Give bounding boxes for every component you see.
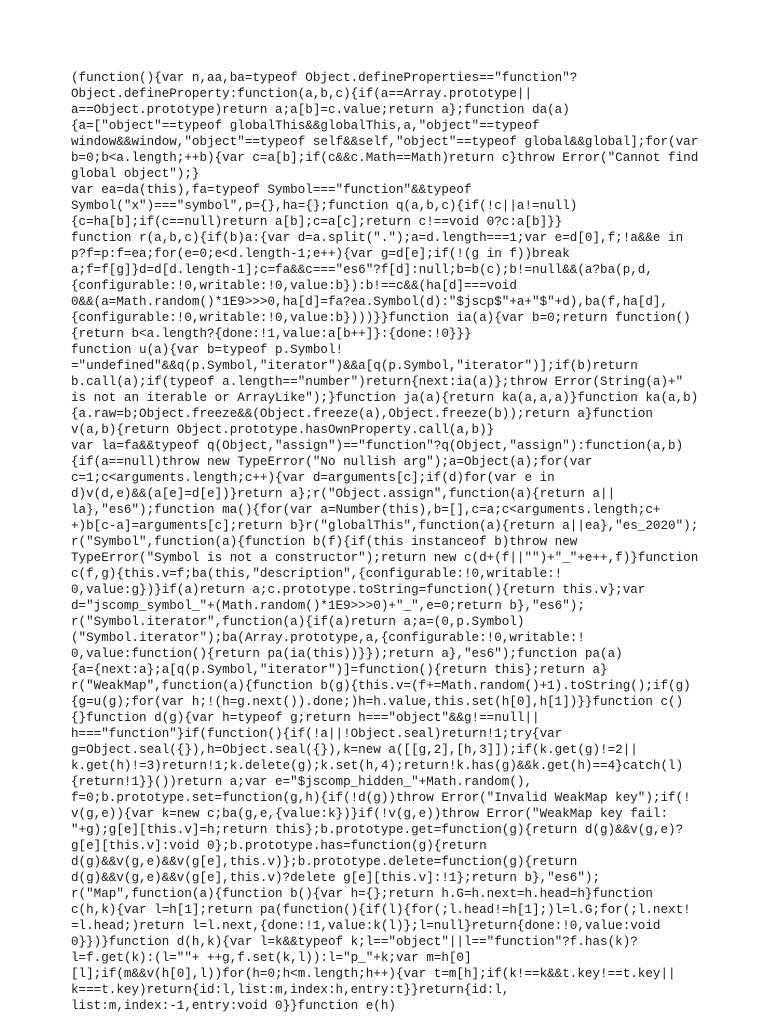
code-line: {a=["object"==typeof globalThis&&globalThis,a,"object"==typeof [71,119,540,133]
code-line: v(g,e)){var k=new c;ba(g,e,{value:k})}if(!v(g,e))throw Error("WeakMap key fail: [71,807,669,821]
code-line: TypeError("Symbol is not a constructor");return new c(d+(f||"")+"_"+e++,f)}function [71,551,699,565]
code-line: function u(a){var b=typeof p.Symbol! [71,343,344,357]
code-line: {configurable:!0,writable:!0,value:b}):b!==c&&(ha[d]===void [71,279,517,293]
code-line: Object.defineProperty:function(a,b,c){if(a==Array.prototype|| [71,87,533,101]
code-line: c(h,k){var l=h[1];return pa(function(){if(l){for(;l.head!=h[1];)l=l.G;for(;l.next! [71,903,691,917]
code-line: r("Symbol",function(a){function b(f){if(this instanceof b)throw new [71,535,578,549]
code-line: p?f=p:f=ea;for(e=0;e<d.length-1;e++){var g=d[e];if(!(g in f))break [71,247,570,261]
code-line: d(g)&&v(g,e)&&v(g[e],this.v)};b.prototype.delete=function(g){return [71,855,578,869]
code-line: Symbol("x")==="symbol",p={},ha={};function q(a,b,c){if(!c||a!=null) [71,199,578,213]
code-line: var ea=da(this),fa=typeof Symbol==="function"&&typeof [71,183,472,197]
code-line: function r(a,b,c){if(b)a:{var d=a.split(".");a=d.length===1;var e=d[0],f;!a&&e in [71,231,684,245]
code-line: h==="function"}if(function(){if(!a||!Object.seal)return!1;try{var [71,727,563,741]
code-line: is not an iterable or ArrayLike");}function ja(a){return ka(a,a,a)}function ka(a,b) [71,391,699,405]
code-line: k===t.key)return{id:l,list:m,index:h,entry:t}}return{id:l, [71,983,510,997]
code-line: (function(){var n,aa,ba=typeof Object.defineProperties=="function"? [71,71,578,85]
code-line: {return!1}}())return a;var e="$jscomp_hidden_"+Math.random(), [71,775,533,789]
code-line: b=0;b<a.length;++b){var c=a[b];if(c&&c.Math==Math)return c}throw Error("Cannot find [71,151,699,165]
code-line: 0,value:function(){return pa(ia(this))}});return a},"es6");function pa(a) [71,647,623,661]
code-line: a;f=f[g]}d=d[d.length-1];c=fa&&c==="es6"?f[d]:null;b=b(c);b!=null&&(a?ba(p,d, [71,263,653,277]
code-line: var la=fa&&typeof q(Object,"assign")=="function"?q(Object,"assign"):function(a,b) [71,439,684,453]
code-line: v(a,b){return Object.prototype.hasOwnProperty.call(a,b)} [71,423,495,437]
code-line: ="undefined"&&q(p.Symbol,"iterator")&&a[q(p.Symbol,"iterator")];if(b)return [71,359,638,373]
code-line: g[e][this.v]:void 0};b.prototype.has=function(g){return [71,839,487,853]
code-line: d="jscomp_symbol_"+(Math.random()*1E9>>>0)+"_",e=0;return b},"es6"); [71,599,585,613]
code-line: d(g)&&v(g,e)&&v(g[e],this.v)?delete g[e][this.v]:!1};return b},"es6"); [71,871,601,885]
code-line: c(f,g){this.v=f;ba(this,"description",{configurable:!0,writable:! [71,567,563,581]
code-line: c=1;c<arguments.length;c++){var d=arguments[c];if(d)for(var e in [71,471,555,485]
code-line: {}function d(g){var h=typeof g;return h==="object"&&g!==null|| [71,711,540,725]
code-line: {if(a==null)throw new TypeError("No nullish arg");a=Object(a);for(var [71,455,593,469]
code-line: l=f.get(k):(l=""+ ++g,f.set(k,l)):l="p_"+k;var m=h[0] [71,951,472,965]
code-line: r("WeakMap",function(a){function b(g){this.v=(f+=Math.random()+1).toString();if(g) [71,679,691,693]
code-line: k.get(h)!=3)return!1;k.delete(g);k.set(h,4);return!k.has(g)&&k.get(h)==4}catch(l) [71,759,684,773]
code-line: ("Symbol.iterator");ba(Array.prototype,a,{configurable:!0,writable:! [71,631,585,645]
code-line: {c=ha[b];if(c==null)return a[b];c=a[c];return c!==void 0?c:a[b]}} [71,215,563,229]
code-line: la},"es6");function ma(){for(var a=Number(this),b=[],c=a;c<arguments.length;c+ [71,503,661,517]
code-line: {a.raw=b;Object.freeze&&(Object.freeze(a),Object.freeze(b));return a}function [71,407,653,421]
code-line: {a={next:a};a[q(p.Symbol,"iterator")]=function(){return this};return a} [71,663,608,677]
code-line: {return b<a.length?{done:!1,value:a[b++]}:{done:!0}}} [71,327,472,341]
code-line: a==Object.prototype)return a;a[b]=c.value;return a};function da(a) [71,103,570,117]
code-line: 0}})}function d(h,k){var l=k&&typeof k;l=="object"||l=="function"?f.has(k)? [71,935,638,949]
code-line: {configurable:!0,writable:!0,value:b})))}}function ia(a){var b=0;return function() [71,311,691,325]
minified-javascript-source [71,70,711,1014]
code-line: list:m,index:-1,entry:void 0}}function e(h) [71,999,396,1013]
code-line: window&&window,"object"==typeof self&&self,"object"==typeof global&&global];for(var [71,135,699,149]
code-line: r("Symbol.iterator",function(a){if(a)return a;a=(0,p.Symbol) [71,615,525,629]
code-line: "+g);g[e][this.v]=h;return this};b.prototype.get=function(g){return d(g)&&v(g,e)? [71,823,684,837]
code-line: 0,value:g})}if(a)return a;c.prototype.toString=function(){return this.v};var [71,583,646,597]
code-line: b.call(a);if(typeof a.length=="number")return{next:ia(a)};throw Error(String(a)+" [71,375,684,389]
code-line: d)v(d,e)&&(a[e]=d[e])}return a};r("Object.assign",function(a){return a|| [71,487,616,501]
code-line: global object");} [71,167,200,181]
code-line: [l];if(m&&v(h[0],l))for(h=0;h<m.length;h++){var t=m[h];if(k!==k&&t.key!==t.key|| [71,967,676,981]
code-line: f=0;b.prototype.set=function(g,h){if(!d(g))throw Error("Invalid WeakMap key");if(! [71,791,691,805]
code-line: +)b[c-a]=arguments[c];return b}r("globalThis",function(a){return a||ea},"es_2020"); [71,519,699,533]
code-line: {g=u(g);for(var h;!(h=g.next()).done;)h=h.value,this.set(h[0],h[1])}}function c() [71,695,684,709]
code-line: =l.head;)return l=l.next,{done:!1,value:k(l)};l=null}return{done:!0,value:void [71,919,661,933]
code-line: g=Object.seal({}),h=Object.seal({}),k=new a([[g,2],[h,3]]);if(k.get(g)!=2|| [71,743,638,757]
code-line: r("Map",function(a){function b(){var h={};return h.G=h.next=h.head=h}function [71,887,653,901]
code-line: 0&&(a=Math.random()*1E9>>>0,ha[d]=fa?ea.Symbol(d):"$jscp$"+a+"$"+d),ba(f,ha[d], [71,295,669,309]
